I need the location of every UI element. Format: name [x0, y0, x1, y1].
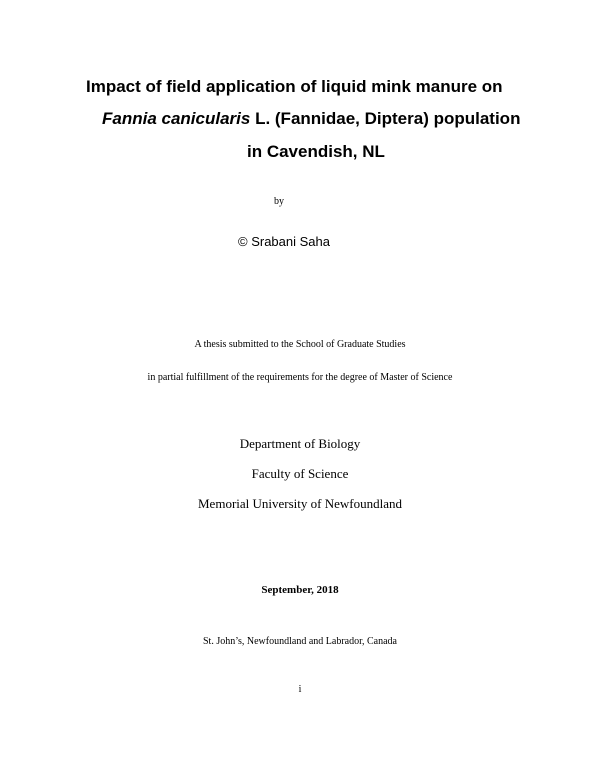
submission-statement-line-2: in partial fulfillment of the requirements for the degree of Master of Science [147, 372, 453, 383]
thesis-title-line-1: Impact of field application of liquid mink manure on [86, 77, 503, 96]
thesis-title-line-3: in Cavendish, NL [247, 142, 385, 161]
submission-date: September, 2018 [261, 584, 339, 596]
faculty-name: Faculty of Science [251, 466, 349, 481]
location: St. John’s, Newfoundland and Labrador, Canada [203, 636, 397, 647]
thesis-title-line-2 [102, 109, 520, 129]
university-name: Memorial University of Newfoundland [198, 496, 402, 511]
page-number: i [298, 684, 302, 695]
thesis-title-line-2-rest: L. (Fannidae, Diptera) population [250, 109, 521, 128]
submission-statement-line-1: A thesis submitted to the School of Graduate Studies [194, 339, 406, 350]
by-label: by [274, 196, 284, 207]
species-name: Fannia canicularis [102, 109, 251, 128]
author-name: © Srabani Saha [238, 234, 330, 249]
department-name: Department of Biology [239, 436, 361, 451]
